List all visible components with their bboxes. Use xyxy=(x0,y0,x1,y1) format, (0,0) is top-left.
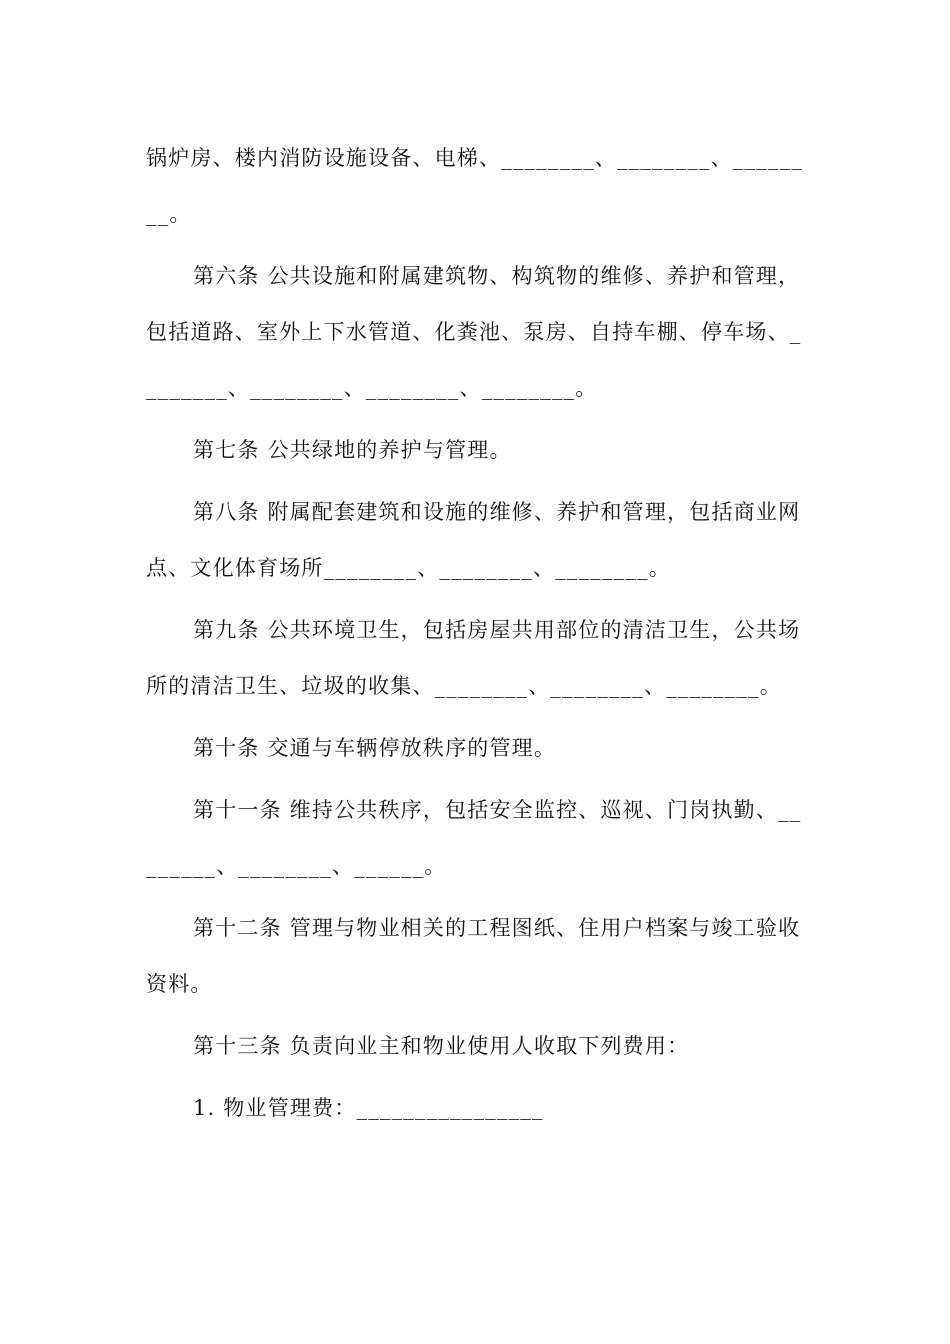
paragraph-article-13: 第十三条 负责向业主和物业使用人收取下列费用： xyxy=(193,1034,690,1058)
paragraph-article-9: 第九条 公共环境卫生，包括房屋共用部位的清洁卫生，公共场所的清洁卫生、垃圾的收集、________、________、________。 xyxy=(146,618,801,698)
paragraph-article-11: 第十一条 维持公共秩序，包括安全监控、巡视、门岗执勤、________、________、______。 xyxy=(146,798,802,878)
paragraph-article-7: 第七条 公共绿地的养护与管理。 xyxy=(193,438,512,462)
paragraph-continuation: 锅炉房、楼内消防设施设备、电梯、________、________、________。 xyxy=(146,146,803,226)
paragraph-article-10: 第十条 交通与车辆停放秩序的管理。 xyxy=(193,736,557,760)
list-item-management-fee: 1. 物业管理费：________________ xyxy=(193,1096,544,1120)
paragraph-article-12: 第十二条 管理与物业相关的工程图纸、住用户档案与竣工验收资料。 xyxy=(146,916,801,996)
document-page xyxy=(146,130,811,1136)
paragraph-article-8: 第八条 附属配套建筑和设施的维修、养护和管理，包括商业网点、文化体育场所________、________、________。 xyxy=(146,500,801,580)
paragraph-article-6: 第六条 公共设施和附属建筑物、构筑物的维修、养护和管理，包括道路、室外上下水管道、化粪池、泵房、自持车棚、停车场、________、________、________、________。 xyxy=(146,264,802,400)
